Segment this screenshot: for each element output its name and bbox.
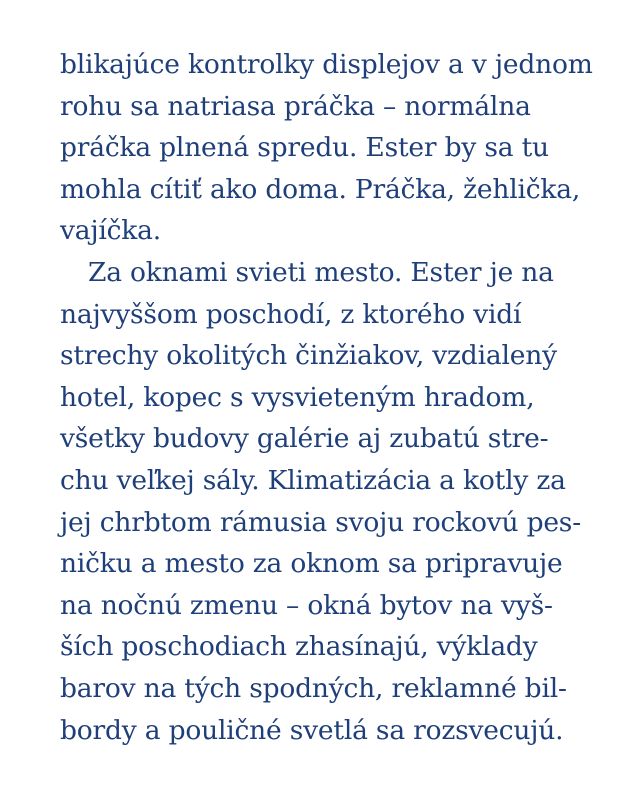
text-line: mohla cítiť ako doma. Práčka, žehlička,: [60, 173, 581, 205]
text-line: strechy okolitých činžiakov, vzdialený: [60, 340, 557, 372]
text-line: chu veľkej sály. Klimatizácia a kotly za: [60, 464, 566, 496]
text-line: barov na tých spodných, reklamné bil-: [60, 672, 567, 704]
text-line: vajíčka.: [60, 215, 161, 247]
text-line: bordy a pouličné svetlá sa rozsvecujú.: [60, 714, 564, 746]
paragraph-2: [60, 252, 610, 751]
text-line: rohu sa natriasa práčka – normálna: [60, 90, 531, 122]
text-line: jej chrbtom rámusia svoju rockovú pes-: [60, 506, 581, 538]
text-line: blikajúce kontrolky displejov a v jednom: [60, 49, 593, 80]
text-line: všetky budovy galérie aj zubatú stre-: [60, 423, 549, 455]
text-line: Za oknami svieti mesto. Ester je na: [88, 256, 554, 288]
text-line: na nočnú zmenu – okná bytov na vyš-: [60, 589, 553, 621]
text-line: hotel, kopec s vysvieteným hradom,: [60, 381, 535, 413]
text-line: práčka plnená spredu. Ester by sa tu: [60, 132, 549, 164]
text-line: ničku a mesto za oknom sa pripravuje: [60, 548, 563, 580]
paragraph-1: [60, 44, 610, 252]
text-line: ších poschodiach zhasínajú, výklady: [60, 631, 538, 663]
text-line: najvyššom poschodí, z ktorého vidí: [60, 298, 522, 330]
